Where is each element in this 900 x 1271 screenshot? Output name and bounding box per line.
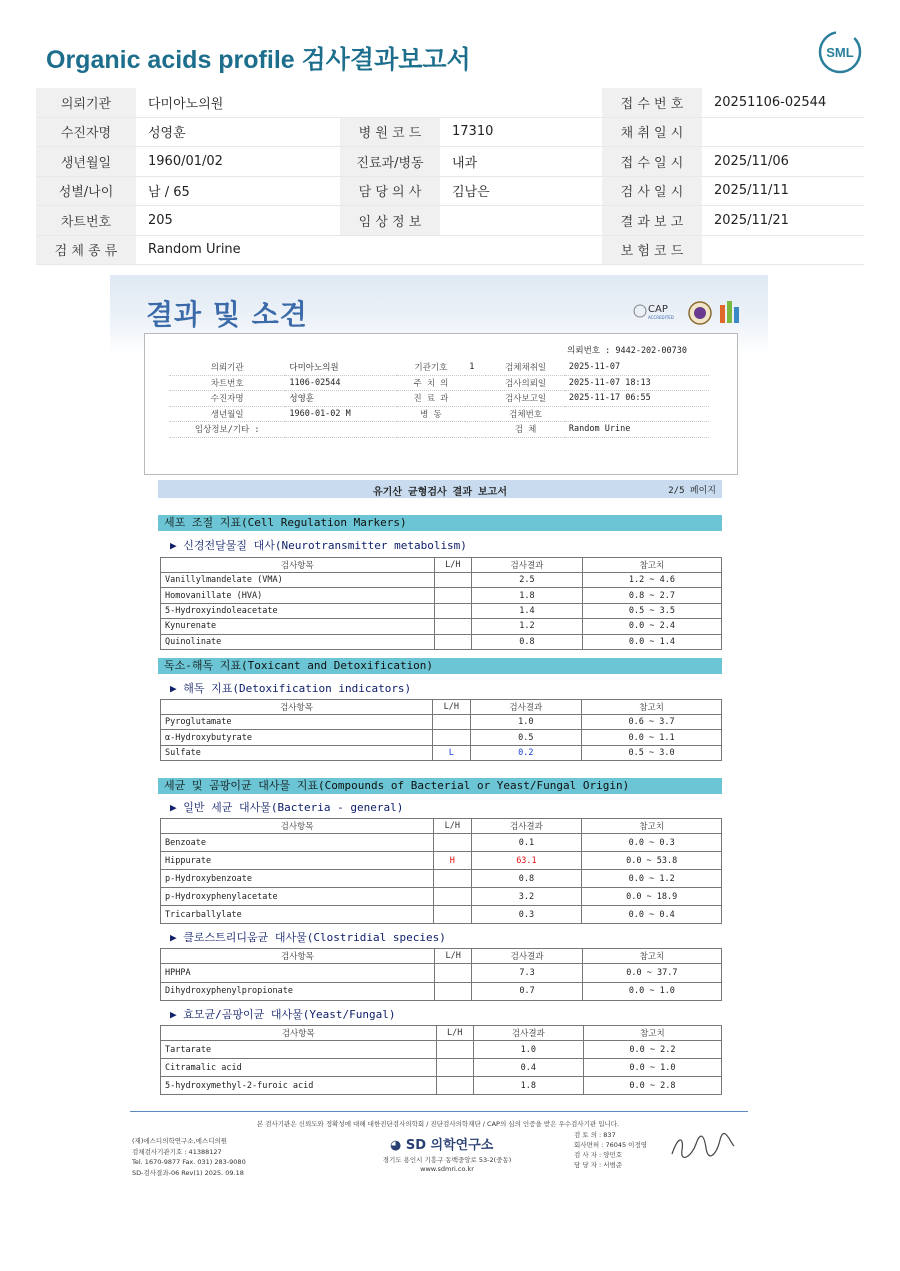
box-label: 병 동 [397, 406, 466, 422]
box-value [465, 406, 486, 422]
result-value: 1.8 [472, 588, 583, 603]
table-yeast-fungal [160, 1025, 722, 1095]
column-header: 검사항목 [161, 1026, 437, 1041]
reference-range: 0.0 ~ 1.1 [582, 730, 722, 745]
reference-range: 0.0 ~ 1.2 [582, 870, 722, 888]
info-value: Random Urine [136, 235, 340, 265]
reference-range: 0.5 ~ 3.5 [582, 603, 721, 618]
table-row [161, 603, 722, 618]
info-label: 검 체 종 류 [36, 235, 136, 265]
lab-contact [132, 1136, 246, 1178]
sig-tester: 검 사 자 : 양민호 [574, 1151, 623, 1159]
table-row [161, 619, 722, 634]
flag: H [434, 852, 471, 870]
analyte-name: Homovanillate (HVA) [161, 588, 435, 603]
lab-address [382, 1156, 512, 1174]
receipt-number: 의뢰번호 : 9442-202-00730 [567, 346, 687, 356]
table-row [161, 964, 722, 983]
info-value: 205 [136, 206, 340, 236]
box-label: 수진자명 [169, 391, 285, 407]
column-header: L/H [433, 700, 471, 715]
certification-logos [630, 297, 760, 331]
result-value: 0.7 [472, 982, 582, 1001]
report-info-box [144, 333, 738, 475]
report-heading-bar [158, 480, 722, 498]
info-value: 김남은 [440, 176, 602, 206]
box-label: 차트번호 [169, 375, 285, 391]
result-header-row [161, 819, 722, 834]
sig-reviewer: 검 토 의 : 837 [574, 1131, 616, 1139]
info-label: 보 험 코 드 [602, 235, 702, 265]
info-value: 2025/11/06 [702, 147, 864, 177]
box-label: 진 료 과 [397, 391, 466, 407]
result-value: 2.5 [472, 573, 583, 588]
section-bacterial: 세균 및 곰팡이균 대사물 지표(Compounds of Bacterial or Yeast/Fungal Origin) [158, 778, 722, 794]
info-label: 검 사 일 시 [602, 176, 702, 206]
info-label [340, 235, 440, 265]
box-label: 검체번호 [486, 406, 565, 422]
box-value [565, 406, 709, 422]
reference-range: 0.0 ~ 2.8 [583, 1077, 721, 1095]
info-value: 내과 [440, 147, 602, 177]
cap-text: CAP [648, 304, 668, 315]
box-label: 생년월일 [169, 406, 285, 422]
table-row [161, 982, 722, 1001]
box-value: 1960-01-02 M [285, 406, 396, 422]
column-header: L/H [434, 819, 471, 834]
sub-clostridial: ▶ 클로스트리디움균 대사물(Clostridial species) [170, 931, 446, 944]
column-header: L/H [434, 558, 471, 573]
box-label [397, 422, 466, 438]
box-value: 성영훈 [285, 391, 396, 407]
result-header-row [161, 558, 722, 573]
flag [434, 888, 471, 906]
table-row [161, 1077, 722, 1095]
flag [434, 870, 471, 888]
result-value: 1.8 [473, 1077, 583, 1095]
box-value [465, 375, 486, 391]
reference-range: 1.2 ~ 4.6 [582, 573, 721, 588]
info-label: 병 원 코 드 [340, 117, 440, 147]
table-row [161, 852, 722, 870]
result-value: 0.8 [472, 634, 583, 649]
sd-brand [390, 1134, 493, 1153]
info-label: 담 당 의 사 [340, 176, 440, 206]
logo-text: SML [826, 45, 854, 60]
flag [433, 715, 471, 730]
info-row [36, 88, 864, 117]
analyte-name: p-Hydroxyphenylacetate [161, 888, 434, 906]
table-row [161, 1041, 722, 1059]
analyte-name: Tricarballylate [161, 906, 434, 924]
info-row [36, 176, 864, 206]
box-label: 검사의뢰일 [486, 375, 565, 391]
footer-divider [130, 1111, 748, 1112]
analyte-name: α-Hydroxybutyrate [161, 730, 433, 745]
sml-logo [818, 30, 862, 74]
info-value: 17310 [440, 117, 602, 147]
column-header: 검사항목 [161, 819, 434, 834]
column-header: 검사결과 [472, 558, 583, 573]
box-value: Random Urine [565, 422, 709, 438]
box-row [169, 391, 709, 407]
reference-range: 0.0 ~ 18.9 [582, 888, 722, 906]
column-header: 검사항목 [161, 949, 435, 964]
info-label [340, 88, 440, 117]
column-header: L/H [434, 949, 471, 964]
table-row [161, 573, 722, 588]
analyte-name: Vanillylmandelate (VMA) [161, 573, 435, 588]
info-value: 20251106-02544 [702, 88, 864, 117]
analyte-name: Citramalic acid [161, 1059, 437, 1077]
flag [434, 964, 471, 983]
table-bacteria-general [160, 818, 722, 924]
info-label: 채 취 일 시 [602, 117, 702, 147]
info-row [36, 147, 864, 177]
box-row [169, 422, 709, 438]
info-label: 진료과/병동 [340, 147, 440, 177]
flag [433, 730, 471, 745]
reference-range: 0.0 ~ 0.3 [582, 834, 722, 852]
table-row [161, 906, 722, 924]
info-label: 의뢰기관 [36, 88, 136, 117]
cap-sub-text: ACCREDITED [648, 315, 674, 320]
report-heading: 유기산 균형검사 결과 보고서 [373, 487, 507, 498]
info-row [36, 117, 864, 147]
lab-code: 검체검사기관기호 : 41388127 [132, 1147, 222, 1156]
reference-range: 0.0 ~ 53.8 [582, 852, 722, 870]
result-value: 0.8 [471, 870, 582, 888]
sub-neurotransmitter: ▶ 신경전달물질 대사(Neurotransmitter metabolism) [170, 539, 467, 552]
flag: L [433, 745, 471, 760]
address-line: 경기도 용인시 기흥구 동백중앙로 53-2(중동) [382, 1156, 512, 1164]
info-row [36, 206, 864, 236]
box-label: 검사보고일 [486, 391, 565, 407]
table-row [161, 715, 722, 730]
sd-brand-text: SD 의학연구소 [405, 1138, 494, 1153]
box-label: 의뢰기관 [169, 360, 285, 375]
flag [434, 982, 471, 1001]
analyte-name: Dihydroxyphenylpropionate [161, 982, 435, 1001]
column-header: 참고치 [583, 1026, 721, 1041]
reference-range: 0.0 ~ 2.2 [583, 1041, 721, 1059]
analyte-name: Tartarate [161, 1041, 437, 1059]
flag [434, 588, 471, 603]
table-row [161, 1059, 722, 1077]
box-label: 기관기호 [397, 360, 466, 375]
box-value: 1 [465, 360, 486, 375]
flag [436, 1077, 473, 1095]
result-value: 7.3 [472, 964, 582, 983]
column-header: 참고치 [582, 558, 721, 573]
result-value: 0.2 [470, 745, 582, 760]
info-label: 임 상 정 보 [340, 206, 440, 236]
table-row [161, 834, 722, 852]
info-value [702, 235, 864, 265]
column-header: 참고치 [582, 700, 722, 715]
info-label: 결 과 보 고 [602, 206, 702, 236]
signatures [574, 1130, 647, 1170]
result-value: 63.1 [471, 852, 582, 870]
table-row [161, 730, 722, 745]
reference-range: 0.6 ~ 3.7 [582, 715, 722, 730]
info-value: 남 / 65 [136, 176, 340, 206]
reference-range: 0.0 ~ 1.4 [582, 634, 721, 649]
table-row [161, 588, 722, 603]
analyte-name: Hippurate [161, 852, 434, 870]
analyte-name: 5-Hydroxyindoleacetate [161, 603, 435, 618]
flag [434, 634, 471, 649]
page-title: Organic acids profile 검사결과보고서 [46, 46, 471, 74]
info-value: 1960/01/02 [136, 147, 340, 177]
result-value: 3.2 [471, 888, 582, 906]
analyte-name: Benzoate [161, 834, 434, 852]
sub-detoxification: ▶ 해독 지표(Detoxification indicators) [170, 682, 412, 695]
column-header: 검사결과 [473, 1026, 583, 1041]
page-indicator: 2/5 페이지 [668, 486, 716, 496]
sub-yeast-fungal: ▶ 효모균/곰팡이균 대사물(Yeast/Fungal) [170, 1008, 396, 1021]
reference-range: 0.5 ~ 3.0 [582, 745, 722, 760]
box-row [169, 375, 709, 391]
lab-rev: SD-검사결과-06 Rev(1) 2025. 09.18 [132, 1168, 244, 1177]
table-detoxification [160, 699, 722, 761]
column-header: 참고치 [582, 949, 721, 964]
flag [434, 603, 471, 618]
box-label: 주 치 의 [397, 375, 466, 391]
result-value: 1.2 [472, 619, 583, 634]
box-value: 다미아노의원 [285, 360, 396, 375]
result-value: 0.4 [473, 1059, 583, 1077]
box-value: 2025-11-07 18:13 [565, 375, 709, 391]
website: www.sdmri.co.kr [420, 1165, 474, 1173]
box-label: 검 체 [486, 422, 565, 438]
flag [434, 573, 471, 588]
lab-name: (재)에스디의학연구소,에스디의원 [132, 1137, 228, 1145]
box-value: 2025-11-17 06:55 [565, 391, 709, 407]
result-value: 0.1 [471, 834, 582, 852]
result-header-row [161, 1026, 722, 1041]
info-label: 접 수 번 호 [602, 88, 702, 117]
result-value: 0.3 [471, 906, 582, 924]
reference-range: 0.0 ~ 1.0 [583, 1059, 721, 1077]
info-label: 성별/나이 [36, 176, 136, 206]
column-header: L/H [436, 1026, 473, 1041]
reference-range: 0.0 ~ 37.7 [582, 964, 721, 983]
flag [434, 619, 471, 634]
analyte-name: Pyroglutamate [161, 715, 433, 730]
column-header: 참고치 [582, 819, 722, 834]
info-label: 차트번호 [36, 206, 136, 236]
info-label: 수진자명 [36, 117, 136, 147]
analyte-name: Sulfate [161, 745, 433, 760]
analyte-name: 5-hydroxymethyl-2-furoic acid [161, 1077, 437, 1095]
sd-logo-icon: ◕ [390, 1138, 406, 1153]
info-value: 다미아노의원 [136, 88, 340, 117]
table-row [161, 888, 722, 906]
box-value: 1106-02544 [285, 375, 396, 391]
box-row [169, 406, 709, 422]
info-value [440, 206, 602, 236]
section-detox: 독소-해독 지표(Toxicant and Detoxification) [158, 658, 722, 674]
column-header: 검사결과 [472, 949, 582, 964]
scanned-report [110, 275, 768, 1115]
result-title: 결과 및 소견 [146, 298, 308, 331]
column-header: 검사항목 [161, 558, 435, 573]
result-value: 1.0 [473, 1041, 583, 1059]
info-label: 접 수 일 시 [602, 147, 702, 177]
table-row [161, 745, 722, 760]
flag [434, 834, 471, 852]
box-value: 2025-11-07 [565, 360, 709, 375]
column-header: 검사결과 [471, 819, 582, 834]
box-label: 검체채취일 [486, 360, 565, 375]
info-row [36, 235, 864, 265]
reference-range: 0.0 ~ 0.4 [582, 906, 722, 924]
analyte-name: p-Hydroxybenzoate [161, 870, 434, 888]
report-footer [128, 1116, 748, 1186]
reference-range: 0.0 ~ 2.4 [582, 619, 721, 634]
info-value: 2025/11/11 [702, 176, 864, 206]
info-value [702, 117, 864, 147]
reference-range: 0.0 ~ 1.0 [582, 982, 721, 1001]
reference-range: 0.8 ~ 2.7 [582, 588, 721, 603]
result-header-row [161, 700, 722, 715]
lab-phone: Tel. 1670-9877 Fax. 031) 283-9080 [132, 1158, 246, 1166]
box-label: 임상정보/기타 : [169, 422, 285, 438]
flag [436, 1059, 473, 1077]
handwritten-signature [668, 1126, 738, 1166]
info-label: 생년월일 [36, 147, 136, 177]
analyte-name: Kynurenate [161, 619, 435, 634]
column-header: 검사결과 [470, 700, 582, 715]
result-value: 1.0 [470, 715, 582, 730]
result-value: 0.5 [470, 730, 582, 745]
section-cell-regulation: 세포 조절 지표(Cell Regulation Markers) [158, 515, 722, 531]
box-value [285, 422, 396, 438]
flag [436, 1041, 473, 1059]
info-value: 2025/11/21 [702, 206, 864, 236]
box-value [465, 422, 486, 438]
patient-info-table [36, 88, 864, 265]
result-value: 1.4 [472, 603, 583, 618]
accreditation-note: 본 검사기관은 신뢰도와 정확성에 대해 대한진단검사의학회 / 진단검사의학재단 / CAP의 심의 인증을 받은 우수검사기관 입니다. [256, 1120, 620, 1128]
analyte-name: Quinolinate [161, 634, 435, 649]
info-value [440, 88, 602, 117]
table-row [161, 870, 722, 888]
info-value: 성영훈 [136, 117, 340, 147]
table-clostridial [160, 948, 722, 1001]
box-row [169, 360, 709, 375]
result-header-row [161, 949, 722, 964]
sig-license: 회사면허 : 76045 이정영 [574, 1141, 648, 1149]
column-header: 검사항목 [161, 700, 433, 715]
table-row [161, 634, 722, 649]
sub-bacteria-general: ▶ 일반 세균 대사물(Bacteria - general) [170, 801, 404, 814]
box-value [465, 391, 486, 407]
table-neurotransmitter [160, 557, 722, 650]
sig-manager: 담 당 자 : 서범준 [574, 1161, 623, 1169]
flag [434, 906, 471, 924]
analyte-name: HPHPA [161, 964, 435, 983]
info-value [440, 235, 602, 265]
